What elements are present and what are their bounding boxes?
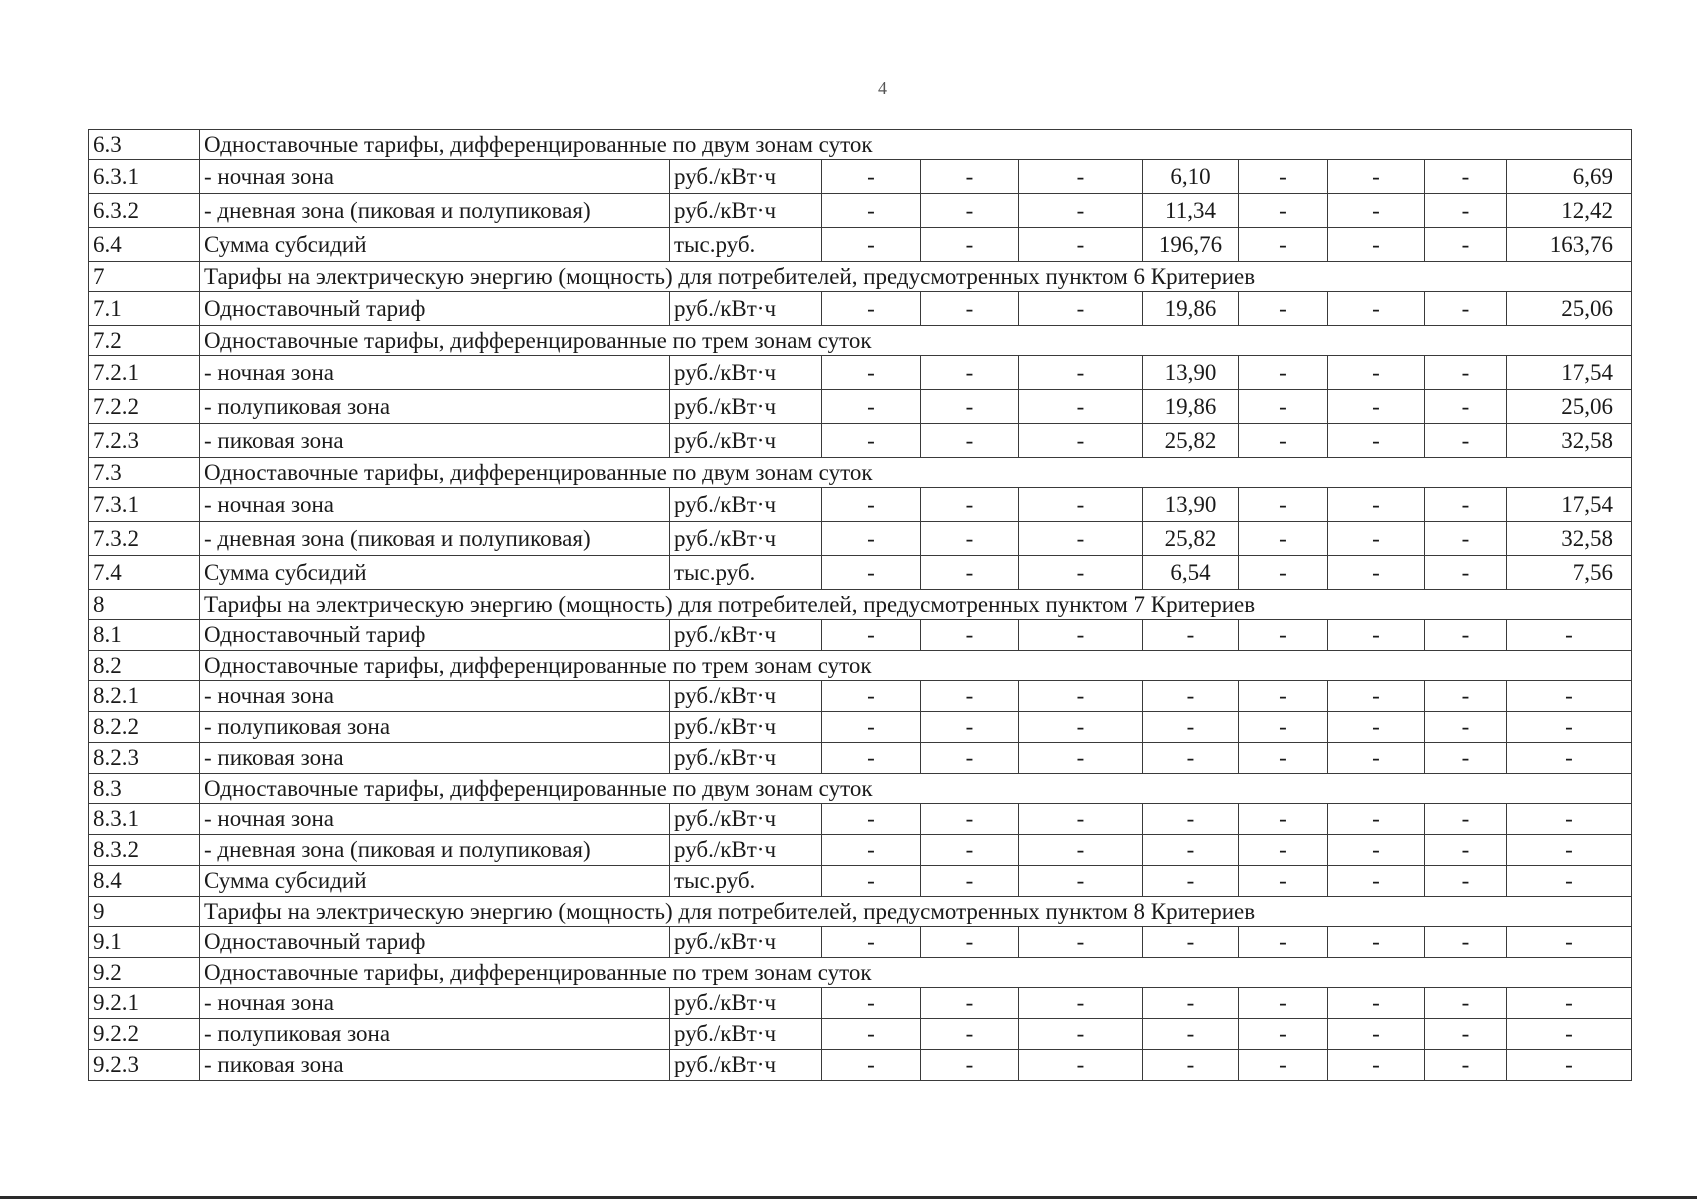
row-code: 7.3	[89, 458, 200, 488]
page-bottom-border	[0, 1196, 1697, 1199]
value-cell: -	[822, 712, 921, 743]
value-cell: -	[822, 488, 921, 522]
row-code: 6.4	[89, 228, 200, 262]
row-unit: руб./кВт·ч	[670, 620, 822, 651]
value-cell: -	[921, 1050, 1019, 1081]
value-cell: 19,86	[1143, 292, 1239, 326]
section-row	[89, 774, 1632, 804]
row-name: - ночная зона	[200, 488, 670, 522]
value-cell: -	[1143, 927, 1239, 958]
value-cell: -	[921, 390, 1019, 424]
value-cell: -	[1507, 712, 1632, 743]
row-name: Сумма субсидий	[200, 228, 670, 262]
value-cell: -	[921, 522, 1019, 556]
value-cell: -	[822, 424, 921, 458]
value-cell: -	[822, 620, 921, 651]
value-cell: -	[822, 927, 921, 958]
section-title: Тарифы на электрическую энергию (мощность) для потребителей, предусмотренных пунктом 6 Критериев	[200, 262, 1632, 292]
value-cell: -	[822, 1019, 921, 1050]
value-cell: -	[822, 556, 921, 590]
row-unit: руб./кВт·ч	[670, 292, 822, 326]
value-cell: -	[1019, 804, 1143, 835]
section-row	[89, 958, 1632, 988]
row-name: Сумма субсидий	[200, 556, 670, 590]
value-cell: -	[1019, 988, 1143, 1019]
value-cell: -	[1328, 356, 1425, 390]
row-code: 8.1	[89, 620, 200, 651]
row-name: - пиковая зона	[200, 424, 670, 458]
value-cell: -	[1328, 835, 1425, 866]
row-code: 8.2.3	[89, 743, 200, 774]
value-cell: -	[1143, 835, 1239, 866]
value-cell: -	[1507, 743, 1632, 774]
row-unit: руб./кВт·ч	[670, 681, 822, 712]
section-row	[89, 130, 1632, 160]
section-row	[89, 262, 1632, 292]
value-cell: 25,06	[1507, 390, 1632, 424]
value-cell: -	[1143, 804, 1239, 835]
value-cell: -	[921, 1019, 1019, 1050]
value-cell: -	[1239, 194, 1328, 228]
value-cell: -	[1239, 743, 1328, 774]
row-name: - дневная зона (пиковая и полупиковая)	[200, 194, 670, 228]
value-cell: -	[1328, 988, 1425, 1019]
row-code: 8.2.1	[89, 681, 200, 712]
value-cell: -	[1425, 681, 1507, 712]
value-cell: -	[822, 681, 921, 712]
value-cell: -	[1239, 356, 1328, 390]
row-code: 8.4	[89, 866, 200, 897]
value-cell: -	[1239, 488, 1328, 522]
value-cell: -	[1239, 556, 1328, 590]
value-cell: 25,82	[1143, 424, 1239, 458]
row-code: 8	[89, 590, 200, 620]
value-cell: -	[1425, 804, 1507, 835]
table-row	[89, 835, 1632, 866]
value-cell: -	[1019, 743, 1143, 774]
value-cell: -	[921, 681, 1019, 712]
table-row	[89, 488, 1632, 522]
value-cell: -	[822, 835, 921, 866]
row-code: 7.4	[89, 556, 200, 590]
value-cell: -	[1239, 160, 1328, 194]
value-cell: -	[1239, 620, 1328, 651]
value-cell: -	[1425, 927, 1507, 958]
tariff-table	[88, 129, 1632, 1081]
value-cell: -	[822, 522, 921, 556]
row-unit: руб./кВт·ч	[670, 356, 822, 390]
value-cell: -	[921, 488, 1019, 522]
value-cell: -	[1019, 1050, 1143, 1081]
value-cell: -	[1019, 194, 1143, 228]
row-code: 7.3.2	[89, 522, 200, 556]
value-cell: -	[1425, 356, 1507, 390]
row-code: 8.3	[89, 774, 200, 804]
section-title: Одноставочные тарифы, дифференцированные по трем зонам суток	[200, 958, 1632, 988]
value-cell: 19,86	[1143, 390, 1239, 424]
row-name: - дневная зона (пиковая и полупиковая)	[200, 835, 670, 866]
value-cell: 25,82	[1143, 522, 1239, 556]
value-cell: -	[822, 292, 921, 326]
value-cell: -	[1239, 1019, 1328, 1050]
table-row	[89, 927, 1632, 958]
table-row	[89, 1050, 1632, 1081]
value-cell: -	[1328, 743, 1425, 774]
value-cell: -	[1328, 556, 1425, 590]
row-code: 9.1	[89, 927, 200, 958]
value-cell: -	[822, 804, 921, 835]
value-cell: -	[1507, 866, 1632, 897]
value-cell: -	[1425, 390, 1507, 424]
row-code: 8.3.2	[89, 835, 200, 866]
table-body	[89, 130, 1632, 1081]
value-cell: -	[1328, 194, 1425, 228]
value-cell: -	[1328, 681, 1425, 712]
value-cell: -	[1328, 804, 1425, 835]
value-cell: 32,58	[1507, 522, 1632, 556]
value-cell: 6,10	[1143, 160, 1239, 194]
row-code: 6.3	[89, 130, 200, 160]
value-cell: -	[921, 866, 1019, 897]
row-unit: руб./кВт·ч	[670, 804, 822, 835]
value-cell: -	[1019, 488, 1143, 522]
row-unit: тыс.руб.	[670, 866, 822, 897]
row-name: - дневная зона (пиковая и полупиковая)	[200, 522, 670, 556]
value-cell: -	[822, 356, 921, 390]
row-unit: руб./кВт·ч	[670, 1019, 822, 1050]
value-cell: -	[1425, 160, 1507, 194]
value-cell: -	[1507, 804, 1632, 835]
row-unit: тыс.руб.	[670, 228, 822, 262]
value-cell: -	[822, 988, 921, 1019]
value-cell: -	[1328, 292, 1425, 326]
value-cell: -	[1328, 927, 1425, 958]
table-row	[89, 681, 1632, 712]
row-code: 6.3.2	[89, 194, 200, 228]
value-cell: -	[1425, 1050, 1507, 1081]
value-cell: -	[921, 356, 1019, 390]
row-unit: тыс.руб.	[670, 556, 822, 590]
value-cell: 6,54	[1143, 556, 1239, 590]
row-unit: руб./кВт·ч	[670, 835, 822, 866]
value-cell: -	[1239, 424, 1328, 458]
value-cell: -	[1425, 556, 1507, 590]
value-cell: -	[921, 927, 1019, 958]
value-cell: -	[1328, 1050, 1425, 1081]
value-cell: 17,54	[1507, 356, 1632, 390]
value-cell: -	[822, 1050, 921, 1081]
value-cell: -	[1425, 712, 1507, 743]
value-cell: -	[1328, 390, 1425, 424]
row-code: 8.3.1	[89, 804, 200, 835]
value-cell: 11,34	[1143, 194, 1239, 228]
row-name: - ночная зона	[200, 804, 670, 835]
table-row	[89, 160, 1632, 194]
value-cell: 163,76	[1507, 228, 1632, 262]
value-cell: -	[1425, 292, 1507, 326]
table-row	[89, 390, 1632, 424]
value-cell: -	[921, 194, 1019, 228]
row-unit: руб./кВт·ч	[670, 488, 822, 522]
row-unit: руб./кВт·ч	[670, 390, 822, 424]
row-code: 7.3.1	[89, 488, 200, 522]
value-cell: -	[1239, 228, 1328, 262]
value-cell: -	[1239, 292, 1328, 326]
value-cell: -	[1507, 927, 1632, 958]
value-cell: -	[921, 292, 1019, 326]
value-cell: 17,54	[1507, 488, 1632, 522]
value-cell: -	[1425, 228, 1507, 262]
value-cell: -	[1239, 522, 1328, 556]
value-cell: -	[921, 988, 1019, 1019]
value-cell: -	[1019, 292, 1143, 326]
value-cell: -	[1019, 1019, 1143, 1050]
section-row	[89, 897, 1632, 927]
row-name: - ночная зона	[200, 988, 670, 1019]
table-row	[89, 424, 1632, 458]
table-row	[89, 292, 1632, 326]
row-unit: руб./кВт·ч	[670, 712, 822, 743]
value-cell: -	[1019, 556, 1143, 590]
row-unit: руб./кВт·ч	[670, 988, 822, 1019]
value-cell: -	[1507, 620, 1632, 651]
value-cell: -	[921, 743, 1019, 774]
value-cell: -	[1143, 620, 1239, 651]
value-cell: -	[1425, 866, 1507, 897]
row-name: Одноставочный тариф	[200, 620, 670, 651]
value-cell: -	[1507, 1019, 1632, 1050]
value-cell: 13,90	[1143, 488, 1239, 522]
row-unit: руб./кВт·ч	[670, 927, 822, 958]
value-cell: -	[1425, 620, 1507, 651]
value-cell: -	[1143, 1050, 1239, 1081]
value-cell: -	[822, 228, 921, 262]
value-cell: -	[1143, 712, 1239, 743]
row-name: Одноставочный тариф	[200, 927, 670, 958]
value-cell: -	[1019, 620, 1143, 651]
value-cell: 32,58	[1507, 424, 1632, 458]
value-cell: 12,42	[1507, 194, 1632, 228]
row-name: - ночная зона	[200, 681, 670, 712]
value-cell: -	[1425, 1019, 1507, 1050]
value-cell: -	[1507, 681, 1632, 712]
value-cell: -	[1143, 1019, 1239, 1050]
row-unit: руб./кВт·ч	[670, 424, 822, 458]
value-cell: -	[822, 866, 921, 897]
value-cell: -	[1239, 1050, 1328, 1081]
value-cell: -	[1425, 743, 1507, 774]
value-cell: -	[921, 228, 1019, 262]
value-cell: -	[1019, 681, 1143, 712]
value-cell: -	[921, 804, 1019, 835]
value-cell: -	[921, 835, 1019, 866]
row-name: - пиковая зона	[200, 1050, 670, 1081]
section-title: Одноставочные тарифы, дифференцированные по двум зонам суток	[200, 458, 1632, 488]
value-cell: 13,90	[1143, 356, 1239, 390]
value-cell: 25,06	[1507, 292, 1632, 326]
row-unit: руб./кВт·ч	[670, 743, 822, 774]
section-title: Одноставочные тарифы, дифференцированные по трем зонам суток	[200, 651, 1632, 681]
section-title: Одноставочные тарифы, дифференцированные по двум зонам суток	[200, 130, 1632, 160]
value-cell: -	[1425, 988, 1507, 1019]
row-code: 7.1	[89, 292, 200, 326]
section-row	[89, 590, 1632, 620]
value-cell: -	[1507, 1050, 1632, 1081]
value-cell: -	[1425, 522, 1507, 556]
value-cell: -	[921, 620, 1019, 651]
value-cell: 196,76	[1143, 228, 1239, 262]
value-cell: -	[1143, 681, 1239, 712]
value-cell: -	[921, 712, 1019, 743]
value-cell: -	[1328, 712, 1425, 743]
row-code: 9.2.1	[89, 988, 200, 1019]
row-code: 6.3.1	[89, 160, 200, 194]
table-row	[89, 988, 1632, 1019]
value-cell: 6,69	[1507, 160, 1632, 194]
row-unit: руб./кВт·ч	[670, 194, 822, 228]
row-name: - полупиковая зона	[200, 390, 670, 424]
value-cell: -	[1425, 194, 1507, 228]
row-name: Одноставочный тариф	[200, 292, 670, 326]
value-cell: -	[921, 556, 1019, 590]
table-row	[89, 228, 1632, 262]
row-unit: руб./кВт·ч	[670, 522, 822, 556]
value-cell: -	[1239, 866, 1328, 897]
row-code: 7.2.3	[89, 424, 200, 458]
value-cell: -	[1143, 988, 1239, 1019]
value-cell: -	[1507, 988, 1632, 1019]
value-cell: -	[822, 160, 921, 194]
value-cell: -	[1328, 620, 1425, 651]
section-row	[89, 458, 1632, 488]
value-cell: -	[1328, 228, 1425, 262]
table-row	[89, 1019, 1632, 1050]
section-title: Одноставочные тарифы, дифференцированные по трем зонам суток	[200, 326, 1632, 356]
value-cell: -	[1019, 712, 1143, 743]
value-cell: -	[1019, 866, 1143, 897]
value-cell: -	[1239, 988, 1328, 1019]
row-code: 9	[89, 897, 200, 927]
row-code: 9.2.3	[89, 1050, 200, 1081]
table-row	[89, 356, 1632, 390]
value-cell: -	[921, 424, 1019, 458]
value-cell: -	[1425, 835, 1507, 866]
row-name: - полупиковая зона	[200, 712, 670, 743]
table-row	[89, 522, 1632, 556]
table-row	[89, 866, 1632, 897]
value-cell: -	[1239, 390, 1328, 424]
value-cell: -	[1019, 356, 1143, 390]
row-name: - ночная зона	[200, 356, 670, 390]
value-cell: -	[1328, 522, 1425, 556]
row-unit: руб./кВт·ч	[670, 1050, 822, 1081]
value-cell: -	[1019, 390, 1143, 424]
value-cell: 7,56	[1507, 556, 1632, 590]
table-row	[89, 556, 1632, 590]
row-unit: руб./кВт·ч	[670, 160, 822, 194]
value-cell: -	[1328, 866, 1425, 897]
table-row	[89, 712, 1632, 743]
value-cell: -	[1019, 835, 1143, 866]
value-cell: -	[1019, 160, 1143, 194]
value-cell: -	[1019, 522, 1143, 556]
value-cell: -	[1239, 712, 1328, 743]
table-row	[89, 194, 1632, 228]
row-name: - полупиковая зона	[200, 1019, 670, 1050]
row-code: 7.2.2	[89, 390, 200, 424]
table-row	[89, 804, 1632, 835]
value-cell: -	[1239, 681, 1328, 712]
row-code: 7	[89, 262, 200, 292]
row-code: 8.2.2	[89, 712, 200, 743]
value-cell: -	[1328, 1019, 1425, 1050]
section-row	[89, 651, 1632, 681]
value-cell: -	[1019, 927, 1143, 958]
table-row	[89, 743, 1632, 774]
row-name: Сумма субсидий	[200, 866, 670, 897]
value-cell: -	[1143, 866, 1239, 897]
value-cell: -	[921, 160, 1019, 194]
section-title: Одноставочные тарифы, дифференцированные по двум зонам суток	[200, 774, 1632, 804]
value-cell: -	[1239, 804, 1328, 835]
value-cell: -	[1143, 743, 1239, 774]
value-cell: -	[1239, 835, 1328, 866]
row-code: 7.2.1	[89, 356, 200, 390]
value-cell: -	[1328, 424, 1425, 458]
row-code: 9.2	[89, 958, 200, 988]
value-cell: -	[1425, 424, 1507, 458]
value-cell: -	[822, 194, 921, 228]
section-row	[89, 326, 1632, 356]
value-cell: -	[1507, 835, 1632, 866]
row-name: - пиковая зона	[200, 743, 670, 774]
value-cell: -	[822, 743, 921, 774]
value-cell: -	[1328, 160, 1425, 194]
page-number: 4	[878, 78, 887, 98]
value-cell: -	[1019, 228, 1143, 262]
value-cell: -	[1425, 488, 1507, 522]
row-code: 9.2.2	[89, 1019, 200, 1050]
value-cell: -	[1019, 424, 1143, 458]
value-cell: -	[1328, 488, 1425, 522]
value-cell: -	[1239, 927, 1328, 958]
value-cell: -	[822, 390, 921, 424]
table-row	[89, 620, 1632, 651]
section-title: Тарифы на электрическую энергию (мощность) для потребителей, предусмотренных пунктом 8 Критериев	[200, 897, 1632, 927]
section-title: Тарифы на электрическую энергию (мощность) для потребителей, предусмотренных пунктом 7 Критериев	[200, 590, 1632, 620]
row-code: 7.2	[89, 326, 200, 356]
row-name: - ночная зона	[200, 160, 670, 194]
row-code: 8.2	[89, 651, 200, 681]
